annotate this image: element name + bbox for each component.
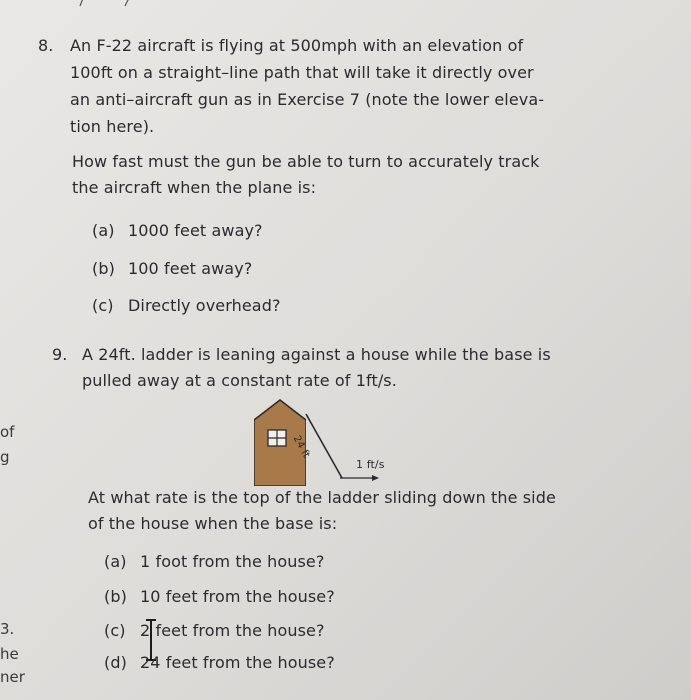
margin-fragment-3: 3. (0, 620, 15, 638)
problem-9-line-2: pulled away at a constant rate of 1ft/s. (82, 371, 397, 390)
problem-9-number: 9. (52, 345, 68, 364)
margin-fragment-g: g (0, 448, 10, 466)
ladder-figure (300, 400, 390, 490)
problem-9-part-a-label: (a) (104, 552, 127, 571)
problem-8-part-b-label: (b) (92, 259, 115, 278)
problem-8-line-1: An F-22 aircraft is flying at 500mph with an elevation of (70, 36, 524, 55)
problem-8-question-1: How fast must the gun be able to turn to accurately track (72, 152, 540, 171)
problem-9-line-1: A 24ft. ladder is leaning against a house while the base is (82, 345, 551, 364)
problem-8-question-2: the aircraft when the plane is: (72, 178, 317, 197)
ladder-rate-label: 1 ft/s (356, 458, 385, 471)
problem-8-part-a-label: (a) (92, 221, 115, 240)
problem-8-part-b-text: 100 feet away? (128, 259, 253, 278)
problem-8-number: 8. (38, 36, 54, 55)
problem-9-question-2: of the house when the base is: (88, 514, 338, 533)
problem-9-question-1: At what rate is the top of the ladder sliding down the side (88, 488, 556, 507)
problem-8-part-a-text: 1000 feet away? (128, 221, 263, 240)
problem-9-part-d-label: (d) (104, 653, 127, 672)
problem-9-part-b-text: 10 feet from the house? (140, 587, 335, 606)
problem-8-line-4: tion here). (70, 117, 155, 136)
ladder-length-label: 24 ft (290, 433, 312, 460)
problem-8-part-c-text: Directly overhead? (128, 296, 281, 315)
problem-9-part-d-text: 24 feet from the house? (140, 653, 335, 672)
problem-8-line-3: an anti–aircraft gun as in Exercise 7 (note the lower eleva- (70, 90, 545, 109)
margin-fragment-he: he (0, 645, 19, 663)
margin-fragment-ner: ner (0, 668, 25, 686)
problem-9-part-a-text: 1 foot from the house? (140, 552, 325, 571)
problem-9-part-c-text: 2 feet from the house? (140, 621, 325, 640)
problem-8-line-2: 100ft on a straight–line path that will take it directly over (70, 63, 534, 82)
problem-9-part-c-label: (c) (104, 621, 126, 640)
margin-fragment-of: of (0, 423, 15, 441)
problem-9-part-b-label: (b) (104, 587, 127, 606)
problem-8-part-c-label: (c) (92, 296, 114, 315)
page-curve-decoration (70, 0, 160, 16)
